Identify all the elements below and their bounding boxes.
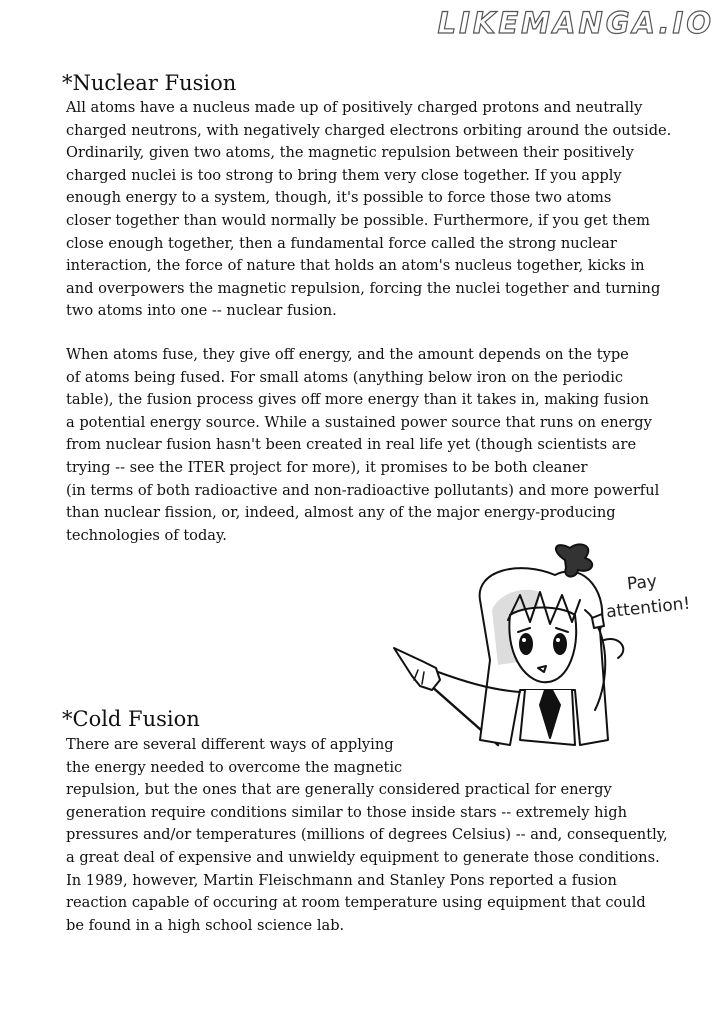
section-heading-nuclear-fusion: *Nuclear Fusion bbox=[62, 71, 237, 95]
text-line: technologies of today. bbox=[66, 526, 227, 544]
section-heading-cold-fusion: *Cold Fusion bbox=[62, 707, 200, 731]
text-line: reaction capable of occuring at room temperature using equipment that could bbox=[66, 894, 646, 912]
text-line: two atoms into one -- nuclear fusion. bbox=[66, 302, 337, 320]
text-line: There are several different ways of applying bbox=[66, 736, 394, 753]
text-line: the energy needed to overcome the magnetic bbox=[66, 758, 403, 776]
chibi-character-illustration bbox=[380, 540, 725, 750]
text-line: charged neutrons, with negatively charged electrons orbiting around the outside. bbox=[66, 121, 672, 139]
text-line: a potential energy source. While a sustained power source that runs on energy bbox=[66, 413, 652, 431]
text-line: charged nuclei is too strong to bring them very close together. If you apply bbox=[66, 166, 622, 184]
text-line: table), the fusion process gives off more energy than it takes in, making fusion bbox=[66, 391, 649, 409]
text-line: Ordinarily, given two atoms, the magnetic repulsion between their positively bbox=[66, 144, 634, 162]
text-line: close enough together, then a fundamental force called the strong nuclear bbox=[66, 234, 617, 252]
text-line: (in terms of both radioactive and non-radioactive pollutants) and more powerful bbox=[66, 481, 660, 499]
text-line: from nuclear fusion hasn't been created in real life yet (though scientists are bbox=[66, 436, 637, 454]
cold-fusion-paragraph bbox=[66, 734, 668, 937]
speech-text-pay: Pay bbox=[626, 571, 658, 595]
text-line: closer together than would normally be possible. Furthermore, if you get them bbox=[66, 211, 650, 229]
text-line: a great deal of expensive and unwieldy equipment to generate those conditions. bbox=[66, 848, 660, 866]
text-line: All atoms have a nucleus made up of positively charged protons and neutrally bbox=[66, 99, 643, 116]
text-line: enough energy to a system, though, it's possible to force those two atoms bbox=[66, 189, 612, 207]
text-line: When atoms fuse, they give off energy, and the amount depends on the type bbox=[66, 346, 629, 363]
text-line: than nuclear fission, or, indeed, almost any of the major energy-producing bbox=[66, 504, 616, 522]
text-line: pressures and/or temperatures (millions of degrees Celsius) -- and, consequently, bbox=[66, 826, 668, 844]
text-line: and overpowers the magnetic repulsion, forcing the nuclei together and turning bbox=[66, 279, 661, 297]
text-line: trying -- see the ITER project for more), it promises to be both cleaner bbox=[66, 458, 588, 476]
text-line: repulsion, but the ones that are generally considered practical for energy bbox=[66, 781, 612, 799]
text-line: In 1989, however, Martin Fleischmann and Stanley Pons reported a fusion bbox=[66, 871, 617, 889]
text-line: be found in a high school science lab. bbox=[66, 916, 345, 934]
nuclear-fusion-paragraph-1 bbox=[66, 97, 671, 323]
speech-text-attention: attention! bbox=[605, 593, 692, 623]
text-line: of atoms being fused. For small atoms (anything below iron on the periodic bbox=[66, 368, 624, 386]
text-line: interaction, the force of nature that holds an atom's nucleus together, kicks in bbox=[66, 257, 645, 275]
nuclear-fusion-paragraph-2 bbox=[66, 344, 659, 547]
text-line: generation require conditions similar to those inside stars -- extremely high bbox=[66, 803, 627, 821]
site-watermark: LIKEMANGA.IO bbox=[437, 6, 714, 40]
